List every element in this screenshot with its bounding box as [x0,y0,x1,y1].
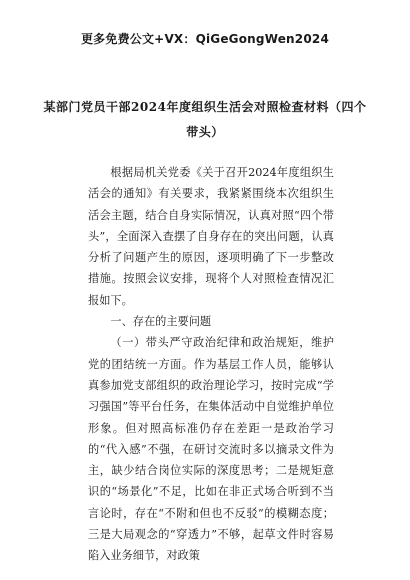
document-body [88,162,334,567]
document-title-line-2: 带头） [186,125,224,139]
intro-paragraph: 根据局机关党委《关于召开2024年度组织生活会的通知》有关要求，我紧紧围绕本次组织生活会主题，结合自身实际情况，认真对照“四个带头”，全面深入查摆了自身存在的突出问题，认真分析了问题产生的原因，逐项明确了下一步整改措施。按照会议安排，现将个人对照检查情况汇报如下。 [88,166,334,307]
document-title-line-1: 某部门党员干部2024年度组织生活会对照检查材料（四个 [43,100,367,114]
section-heading: 一、存在的主要问题 [110,315,212,329]
promo-banner: 更多免费公文+VX：QiGeGongWen2024 [80,32,329,46]
section-item-paragraph: （一）带头严守政治纪律和政治规矩，维护党的团结统一方面。作为基层工作人员，能够认真参加党支部组织的政治理论学习，按时完成“学习强国”等平台任务，在集体活动中自觉维护单位形象。但对照高标准仍存在差距一是政治学习的“代入感”不强，在研讨交流时多以摘录文件为主，缺少结合岗位实际的深度思考；二是规矩意识的“场景化”不足，比如在非正式场合听到不当言论时，存在“不附和但也不反驳”的模糊态度；三是大局观念的“穿透力”不够，起草文件时容易陷入业务细节，对政策 [88,336,334,563]
